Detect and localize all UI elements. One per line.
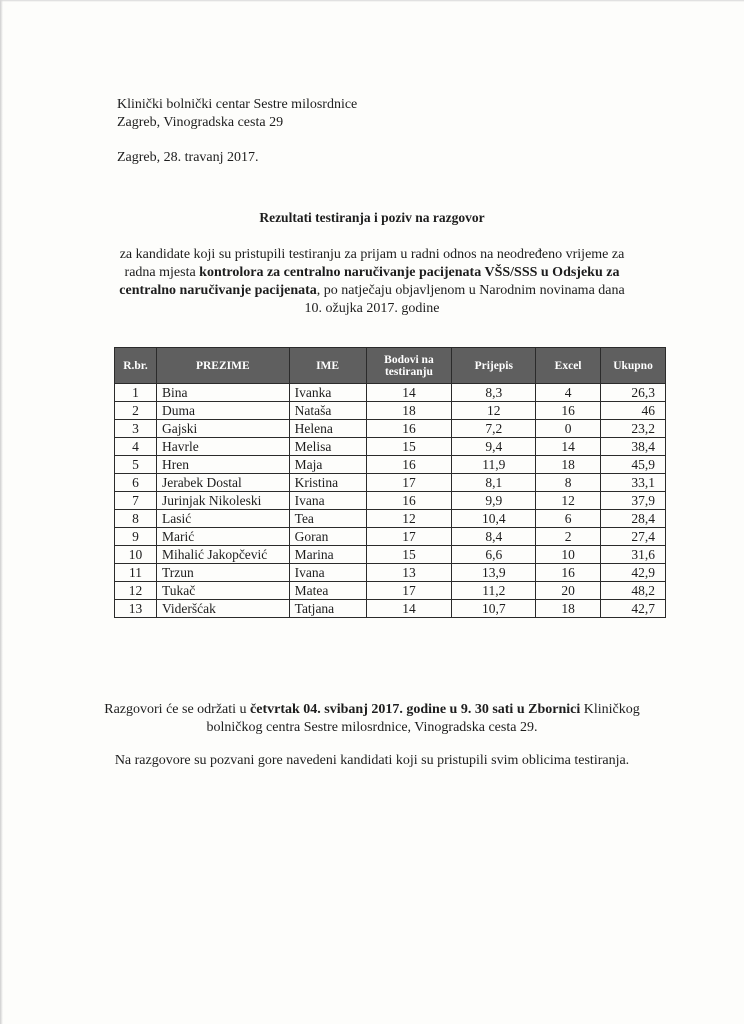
scan-edge-top bbox=[0, 0, 744, 2]
cell-prezime: Mihalić Jakopčević bbox=[156, 546, 289, 564]
cell-ukupno: 27,4 bbox=[601, 528, 666, 546]
cell-prezime: Hren bbox=[156, 456, 289, 474]
results-table-body bbox=[115, 384, 666, 618]
cell-excel: 0 bbox=[536, 420, 601, 438]
cell-rbr: 1 bbox=[115, 384, 157, 402]
cell-prezime: Bina bbox=[156, 384, 289, 402]
cell-ime: Ivana bbox=[289, 492, 366, 510]
header-ime: IME bbox=[289, 348, 366, 384]
institution-name: Klinički bolnički centar Sestre milosrdnice bbox=[117, 97, 358, 112]
cell-prezime: Havrle bbox=[156, 438, 289, 456]
cell-ime: Ivana bbox=[289, 564, 366, 582]
table-row bbox=[115, 546, 666, 564]
table-row bbox=[115, 510, 666, 528]
table-row bbox=[115, 438, 666, 456]
cell-ime: Kristina bbox=[289, 474, 366, 492]
cell-ime: Tatjana bbox=[289, 600, 366, 618]
cell-bodovi: 17 bbox=[366, 582, 452, 600]
cell-excel: 6 bbox=[536, 510, 601, 528]
cell-ukupno: 42,7 bbox=[601, 600, 666, 618]
cell-bodovi: 15 bbox=[366, 438, 452, 456]
cell-ukupno: 33,1 bbox=[601, 474, 666, 492]
invited-candidates-note: Na razgovore su pozvani gore navedeni kandidati koji su pristupili svim oblicima testiranja. bbox=[114, 753, 630, 768]
table-row bbox=[115, 420, 666, 438]
cell-excel: 16 bbox=[536, 402, 601, 420]
table-row bbox=[115, 474, 666, 492]
cell-prijepis: 13,9 bbox=[452, 564, 536, 582]
cell-excel: 18 bbox=[536, 600, 601, 618]
cell-ukupno: 28,4 bbox=[601, 510, 666, 528]
cell-rbr: 2 bbox=[115, 402, 157, 420]
header-rbr: R.br. bbox=[115, 348, 157, 384]
cell-excel: 14 bbox=[536, 438, 601, 456]
cell-excel: 16 bbox=[536, 564, 601, 582]
cell-rbr: 5 bbox=[115, 456, 157, 474]
cell-excel: 2 bbox=[536, 528, 601, 546]
cell-prezime: Lasić bbox=[156, 510, 289, 528]
table-row bbox=[115, 492, 666, 510]
cell-ukupno: 38,4 bbox=[601, 438, 666, 456]
cell-bodovi: 12 bbox=[366, 510, 452, 528]
cell-prijepis: 8,1 bbox=[452, 474, 536, 492]
cell-ukupno: 31,6 bbox=[601, 546, 666, 564]
cell-prijepis: 12 bbox=[452, 402, 536, 420]
cell-prijepis: 10,4 bbox=[452, 510, 536, 528]
document-date: Zagreb, 28. travanj 2017. bbox=[117, 150, 259, 165]
header-prezime: PREZIME bbox=[156, 348, 289, 384]
cell-prijepis: 6,6 bbox=[452, 546, 536, 564]
cell-rbr: 9 bbox=[115, 528, 157, 546]
cell-excel: 8 bbox=[536, 474, 601, 492]
cell-ime: Goran bbox=[289, 528, 366, 546]
cell-bodovi: 14 bbox=[366, 384, 452, 402]
results-table bbox=[114, 347, 666, 618]
cell-prijepis: 11,9 bbox=[452, 456, 536, 474]
scan-edge-left bbox=[0, 0, 3, 1024]
table-row bbox=[115, 582, 666, 600]
cell-prijepis: 8,3 bbox=[452, 384, 536, 402]
cell-ukupno: 37,9 bbox=[601, 492, 666, 510]
cell-excel: 10 bbox=[536, 546, 601, 564]
cell-bodovi: 16 bbox=[366, 492, 452, 510]
interview-notice bbox=[80, 701, 664, 737]
cell-ime: Nataša bbox=[289, 402, 366, 420]
cell-bodovi: 18 bbox=[366, 402, 452, 420]
cell-bodovi: 13 bbox=[366, 564, 452, 582]
header-ukupno: Ukupno bbox=[601, 348, 666, 384]
cell-prijepis: 11,2 bbox=[452, 582, 536, 600]
cell-rbr: 12 bbox=[115, 582, 157, 600]
cell-ime: Matea bbox=[289, 582, 366, 600]
header-excel: Excel bbox=[536, 348, 601, 384]
cell-prezime: Marić bbox=[156, 528, 289, 546]
cell-ukupno: 46 bbox=[601, 402, 666, 420]
document-title: Rezultati testiranja i poziv na razgovor bbox=[259, 210, 485, 225]
interview-text-2: Kliničkog bolničkog centra Sestre milosrdnice, Vinogradska cesta 29. bbox=[206, 702, 640, 735]
cell-excel: 20 bbox=[536, 582, 601, 600]
table-row bbox=[115, 564, 666, 582]
cell-excel: 12 bbox=[536, 492, 601, 510]
intro-text-1: za kandidate koji su pristupili testiranju za prijam u radni odnos na neodređeno vrijeme za radna mjesta bbox=[119, 247, 625, 280]
interview-text-1: Razgovori će se održati u bbox=[104, 702, 251, 717]
table-row bbox=[115, 600, 666, 618]
intro-paragraph bbox=[110, 246, 634, 318]
cell-bodovi: 17 bbox=[366, 474, 452, 492]
cell-ukupno: 45,9 bbox=[601, 456, 666, 474]
cell-prijepis: 7,2 bbox=[452, 420, 536, 438]
cell-ime: Maja bbox=[289, 456, 366, 474]
cell-prezime: Duma bbox=[156, 402, 289, 420]
cell-rbr: 8 bbox=[115, 510, 157, 528]
cell-prijepis: 9,9 bbox=[452, 492, 536, 510]
cell-ime: Helena bbox=[289, 420, 366, 438]
header-prijepis: Prijepis bbox=[452, 348, 536, 384]
cell-ime: Marina bbox=[289, 546, 366, 564]
cell-rbr: 6 bbox=[115, 474, 157, 492]
cell-rbr: 7 bbox=[115, 492, 157, 510]
cell-prijepis: 10,7 bbox=[452, 600, 536, 618]
cell-prezime: Trzun bbox=[156, 564, 289, 582]
cell-ime: Ivanka bbox=[289, 384, 366, 402]
cell-ukupno: 23,2 bbox=[601, 420, 666, 438]
table-row bbox=[115, 528, 666, 546]
cell-rbr: 3 bbox=[115, 420, 157, 438]
cell-rbr: 10 bbox=[115, 546, 157, 564]
cell-bodovi: 16 bbox=[366, 456, 452, 474]
interview-bold-datetime: četvrtak 04. svibanj 2017. godine u 9. 30 sati u Zbornici bbox=[250, 702, 581, 717]
cell-excel: 4 bbox=[536, 384, 601, 402]
cell-prezime: Jurinjak Nikoleski bbox=[156, 492, 289, 510]
cell-ukupno: 26,3 bbox=[601, 384, 666, 402]
cell-rbr: 4 bbox=[115, 438, 157, 456]
cell-prezime: Gajski bbox=[156, 420, 289, 438]
institution-address: Zagreb, Vinogradska cesta 29 bbox=[117, 115, 284, 130]
cell-rbr: 11 bbox=[115, 564, 157, 582]
cell-prijepis: 9,4 bbox=[452, 438, 536, 456]
cell-prezime: Jerabek Dostal bbox=[156, 474, 289, 492]
cell-bodovi: 17 bbox=[366, 528, 452, 546]
cell-rbr: 13 bbox=[115, 600, 157, 618]
cell-bodovi: 14 bbox=[366, 600, 452, 618]
cell-ime: Tea bbox=[289, 510, 366, 528]
cell-ime: Melisa bbox=[289, 438, 366, 456]
cell-ukupno: 42,9 bbox=[601, 564, 666, 582]
cell-prezime: Videršćak bbox=[156, 600, 289, 618]
intro-bold-position: kontrolora za centralno naručivanje pacijenata VŠS/SSS u Odsjeku za centralno naručivanje pacijenata bbox=[119, 265, 620, 298]
table-row bbox=[115, 384, 666, 402]
cell-excel: 18 bbox=[536, 456, 601, 474]
cell-prezime: Tukač bbox=[156, 582, 289, 600]
cell-ukupno: 48,2 bbox=[601, 582, 666, 600]
table-header-row bbox=[115, 348, 666, 384]
table-row bbox=[115, 402, 666, 420]
table-row bbox=[115, 456, 666, 474]
header-bodovi: Bodovi na testiranju bbox=[366, 348, 452, 384]
cell-prijepis: 8,4 bbox=[452, 528, 536, 546]
cell-bodovi: 16 bbox=[366, 420, 452, 438]
intro-text-2: , po natječaju objavljenom u Narodnim novinama dana 10. ožujka 2017. godine bbox=[304, 283, 625, 316]
cell-bodovi: 15 bbox=[366, 546, 452, 564]
